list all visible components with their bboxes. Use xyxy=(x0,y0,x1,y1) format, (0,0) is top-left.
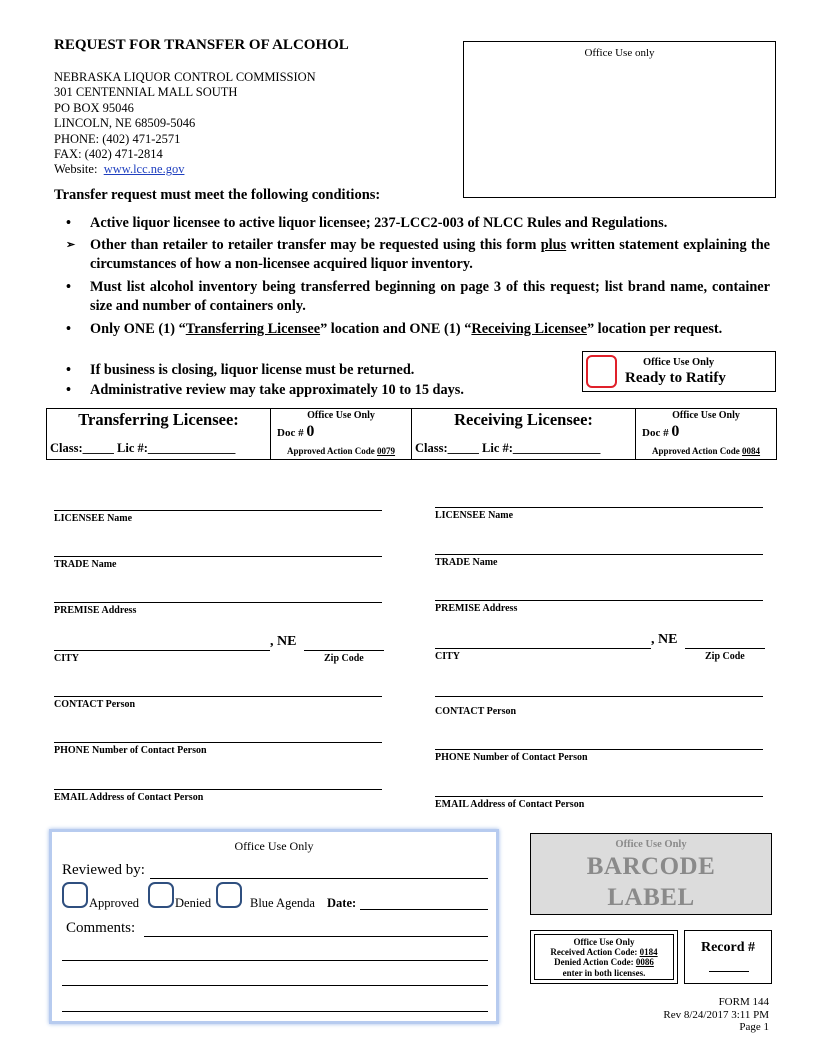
condition-text-part: ” location per request. xyxy=(586,321,723,337)
condition-item xyxy=(66,278,770,316)
trade-name-label: TRADE Name xyxy=(435,557,498,568)
commission-address xyxy=(54,70,316,178)
condition-text-part: Other than retailer to retailer transfer may be requested using this form xyxy=(90,237,541,253)
receiving-licensee-cell xyxy=(412,409,636,459)
zip-label: Zip Code xyxy=(324,653,364,664)
bullet-icon: • xyxy=(66,382,72,398)
licensee-name-input[interactable] xyxy=(435,507,763,508)
denied-checkbox[interactable] xyxy=(148,882,174,908)
page-number: Page 1 xyxy=(739,1021,769,1033)
approved-checkbox[interactable] xyxy=(62,882,88,908)
contact-email-label: EMAIL Address of Contact Person xyxy=(54,792,204,803)
city-input[interactable] xyxy=(435,648,651,649)
city-input[interactable] xyxy=(54,650,270,651)
trade-name-label: TRADE Name xyxy=(54,559,117,570)
zip-input[interactable] xyxy=(685,648,765,649)
contact-person-input[interactable] xyxy=(54,696,382,697)
received-action-code-value: 0184 xyxy=(639,947,658,958)
address-line: LINCOLN, NE 68509-5046 xyxy=(54,116,196,131)
website-link[interactable]: www.lcc.ne.gov xyxy=(103,162,185,177)
condition-text xyxy=(90,320,770,339)
record-number-box xyxy=(684,930,772,984)
ratify-checkbox[interactable] xyxy=(586,355,617,388)
contact-person-label: CONTACT Person xyxy=(54,699,136,710)
barcode-line: LABEL xyxy=(607,884,695,911)
transferring-class-lic-field[interactable]: Class:_____ Lic #:______________ xyxy=(50,441,236,455)
barcode-label-box xyxy=(530,833,772,915)
bullet-icon: • xyxy=(66,321,72,337)
condition-item xyxy=(66,214,770,233)
city-label: CITY xyxy=(54,653,80,664)
review-box xyxy=(49,829,499,1024)
action-code-note: enter in both licenses. xyxy=(562,967,646,978)
contact-person-label: CONTACT Person xyxy=(435,706,517,717)
barcode-label-text xyxy=(531,851,771,913)
arrow-bullet-icon: ➢ xyxy=(66,239,76,251)
approved-label: Approved xyxy=(89,896,139,910)
blue-agenda-label: Blue Agenda xyxy=(250,896,315,910)
action-code-box xyxy=(530,930,678,984)
doc-number xyxy=(642,423,679,441)
office-use-box xyxy=(463,41,776,198)
office-use-label: Office Use Only xyxy=(307,410,375,421)
doc-number-label: Doc # xyxy=(277,427,307,439)
approved-action-code-value: 0079 xyxy=(377,446,396,456)
website-label: Website: xyxy=(54,162,98,177)
address-line: PHONE: (402) 471-2571 xyxy=(54,131,181,146)
bullet-icon: • xyxy=(66,362,72,378)
premise-address-input[interactable] xyxy=(54,602,382,603)
condition-text: Must list alcohol inventory being transferred beginning on page 3 of this request; list brand name, container size and number of containers only. xyxy=(90,279,770,314)
ready-to-ratify-box xyxy=(582,351,776,392)
comments-line[interactable] xyxy=(62,1011,488,1012)
condition-text: Administrative review may take approximately 10 to 15 days. xyxy=(90,382,464,398)
denied-action-code xyxy=(535,957,673,967)
comments-line[interactable] xyxy=(62,985,488,986)
denied-label: Denied xyxy=(175,896,212,910)
doc-number-value: 0 xyxy=(671,423,680,440)
contact-phone-input[interactable] xyxy=(54,742,382,743)
record-number-input[interactable] xyxy=(709,971,749,972)
state-label: , NE xyxy=(270,634,297,649)
action-code-inner xyxy=(534,934,674,980)
comments-label: Comments: xyxy=(66,920,136,936)
date-input[interactable] xyxy=(360,909,488,910)
conditions-heading: Transfer request must meet the following conditions: xyxy=(54,187,381,203)
form-number: FORM 144 xyxy=(718,996,769,1008)
ratify-office-label: Office Use Only xyxy=(643,357,715,368)
approved-action-code-label: Approved Action Code xyxy=(651,446,743,456)
licensee-header-table xyxy=(46,408,777,460)
condition-text-underlined: Receiving Licensee xyxy=(471,321,587,337)
trade-name-input[interactable] xyxy=(435,554,763,555)
receive-office-cell xyxy=(636,409,776,459)
form-footer xyxy=(663,996,769,1034)
address-line: PO BOX 95046 xyxy=(54,100,134,115)
approved-action-code xyxy=(636,446,776,456)
condition-text xyxy=(90,236,770,274)
licensee-name-input[interactable] xyxy=(54,510,382,511)
condition-text-part: ” location and ONE (1) “ xyxy=(320,321,472,337)
record-number-label: Record # xyxy=(700,940,756,955)
zip-label: Zip Code xyxy=(705,651,745,662)
contact-phone-label: PHONE Number of Contact Person xyxy=(435,752,588,763)
premise-address-input[interactable] xyxy=(435,600,763,601)
receiving-class-lic-field[interactable]: Class:_____ Lic #:______________ xyxy=(415,441,601,455)
transferring-licensee-cell xyxy=(47,409,271,459)
reviewed-by-label: Reviewed by: xyxy=(62,862,145,878)
form-title: REQUEST FOR TRANSFER OF ALCOHOL xyxy=(54,37,349,53)
approved-action-code-label: Approved Action Code xyxy=(286,446,378,456)
comments-line[interactable] xyxy=(62,960,488,961)
zip-input[interactable] xyxy=(304,650,384,651)
doc-number xyxy=(277,423,314,441)
barcode-office-label: Office Use Only xyxy=(615,839,687,850)
condition-text-underlined: Transferring Licensee xyxy=(185,321,321,337)
reviewed-by-input[interactable] xyxy=(150,878,488,879)
address-line: 301 CENTENNIAL MALL SOUTH xyxy=(54,85,238,100)
address-line: NEBRASKA LIQUOR CONTROL COMMISSION xyxy=(54,70,316,84)
denied-action-code-label: Denied Action Code: xyxy=(554,957,636,968)
contact-phone-label: PHONE Number of Contact Person xyxy=(54,745,207,756)
transfer-office-cell xyxy=(271,409,412,459)
action-office-label: Office Use Only xyxy=(573,937,635,947)
revision-date: Rev 8/24/2017 3:11 PM xyxy=(663,1008,769,1021)
contact-phone-input[interactable] xyxy=(435,749,763,750)
denied-action-code-value: 0086 xyxy=(635,957,654,968)
blue-agenda-checkbox[interactable] xyxy=(216,882,242,908)
condition-text: If business is closing, liquor license must be returned. xyxy=(90,362,415,378)
doc-number-label: Doc # xyxy=(642,427,672,439)
office-use-label: Office Use Only xyxy=(672,410,740,421)
condition-item xyxy=(66,236,770,274)
contact-person-input[interactable] xyxy=(435,696,763,697)
condition-item xyxy=(66,381,566,400)
receiving-licensee-title: Receiving Licensee: xyxy=(454,410,593,429)
bullet-icon: • xyxy=(66,215,72,231)
date-label: Date: xyxy=(327,896,357,910)
barcode-line: BARCODE xyxy=(586,853,716,880)
review-office-label: Office Use Only xyxy=(234,839,314,853)
ratify-label: Ready to Ratify xyxy=(625,370,726,386)
contact-email-input[interactable] xyxy=(54,789,382,790)
received-action-code-label: Received Action Code: xyxy=(550,947,640,958)
condition-text-part: Only ONE (1) “ xyxy=(90,321,186,337)
address-line: FAX: (402) 471-2814 xyxy=(54,147,163,162)
premise-address-label: PREMISE Address xyxy=(54,605,137,616)
condition-item xyxy=(66,320,770,339)
licensee-name-label: LICENSEE Name xyxy=(435,510,514,521)
approved-action-code-value: 0084 xyxy=(742,446,761,456)
condition-text-part: written statement explaining the circumstances of how a non-licensee acquired liquor inventory. xyxy=(90,237,770,272)
transferring-licensee-title: Transferring Licensee: xyxy=(78,410,239,429)
received-action-code xyxy=(535,947,673,957)
state-label: , NE xyxy=(651,632,678,647)
bullet-icon: • xyxy=(66,279,72,295)
condition-text: Active liquor licensee to active liquor licensee; 237-LCC2-003 of NLCC Rules and Regulations. xyxy=(90,215,668,231)
contact-email-label: EMAIL Address of Contact Person xyxy=(435,799,585,810)
trade-name-input[interactable] xyxy=(54,556,382,557)
office-use-label: Office Use only xyxy=(584,47,655,59)
approved-action-code xyxy=(271,446,411,456)
condition-text-underlined: plus xyxy=(540,237,567,253)
doc-number-value: 0 xyxy=(306,423,315,440)
premise-address-label: PREMISE Address xyxy=(435,603,518,614)
website-line xyxy=(54,162,316,177)
contact-email-input[interactable] xyxy=(435,796,763,797)
comments-input[interactable] xyxy=(144,936,488,937)
condition-item xyxy=(66,361,566,380)
licensee-name-label: LICENSEE Name xyxy=(54,513,133,524)
city-label: CITY xyxy=(435,651,461,662)
